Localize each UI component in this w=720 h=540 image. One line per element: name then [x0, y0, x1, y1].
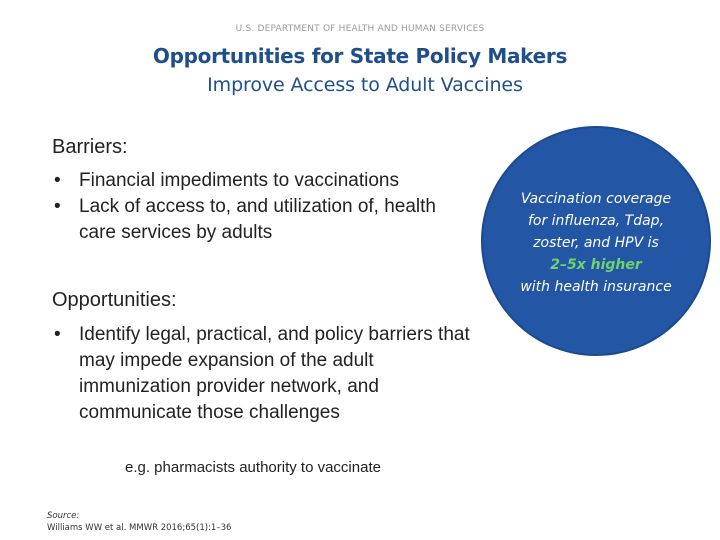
source-label: Source:: [47, 511, 80, 521]
opportunities-heading: Opportunities:: [52, 289, 177, 311]
example-text: e.g. pharmacists authority to vaccinate: [125, 459, 381, 476]
opportunities-list: [52, 322, 472, 426]
list-item: [52, 322, 472, 426]
bullet-icon: •: [54, 170, 61, 191]
barriers-list: [52, 168, 472, 246]
list-item-text: Identify legal, practical, and policy barriers that may impede expansion of the adult immunization provider network, and communicate those challenges: [79, 324, 470, 423]
list-item: [52, 194, 472, 246]
callout-line: Vaccination coverage: [520, 191, 672, 207]
barriers-heading: Barriers:: [52, 136, 128, 158]
source-reference: Williams WW et al. MMWR 2016;65(1):1–36: [47, 523, 232, 533]
callout-line: for influenza, Tdap,: [527, 213, 665, 229]
slide-subtitle: Improve Access to Adult Vaccines: [207, 74, 523, 96]
slide-title: Opportunities for State Policy Makers: [152, 44, 568, 68]
callout-line: zoster, and HPV is: [533, 235, 659, 251]
callout-line: with health insurance: [520, 279, 672, 295]
bullet-icon: •: [54, 324, 61, 345]
agency-header: U.S. DEPARTMENT OF HEALTH AND HUMAN SERVICES: [235, 24, 485, 34]
callout-highlight: 2–5x higher: [550, 257, 642, 273]
list-item-text: Lack of access to, and utilization of, health care services by adults: [79, 196, 436, 243]
coverage-callout-circle: [481, 126, 711, 356]
bullet-icon: •: [54, 196, 61, 217]
list-item-text: Financial impediments to vaccinations: [79, 170, 399, 191]
source-citation: [47, 510, 231, 534]
list-item: [52, 168, 472, 194]
